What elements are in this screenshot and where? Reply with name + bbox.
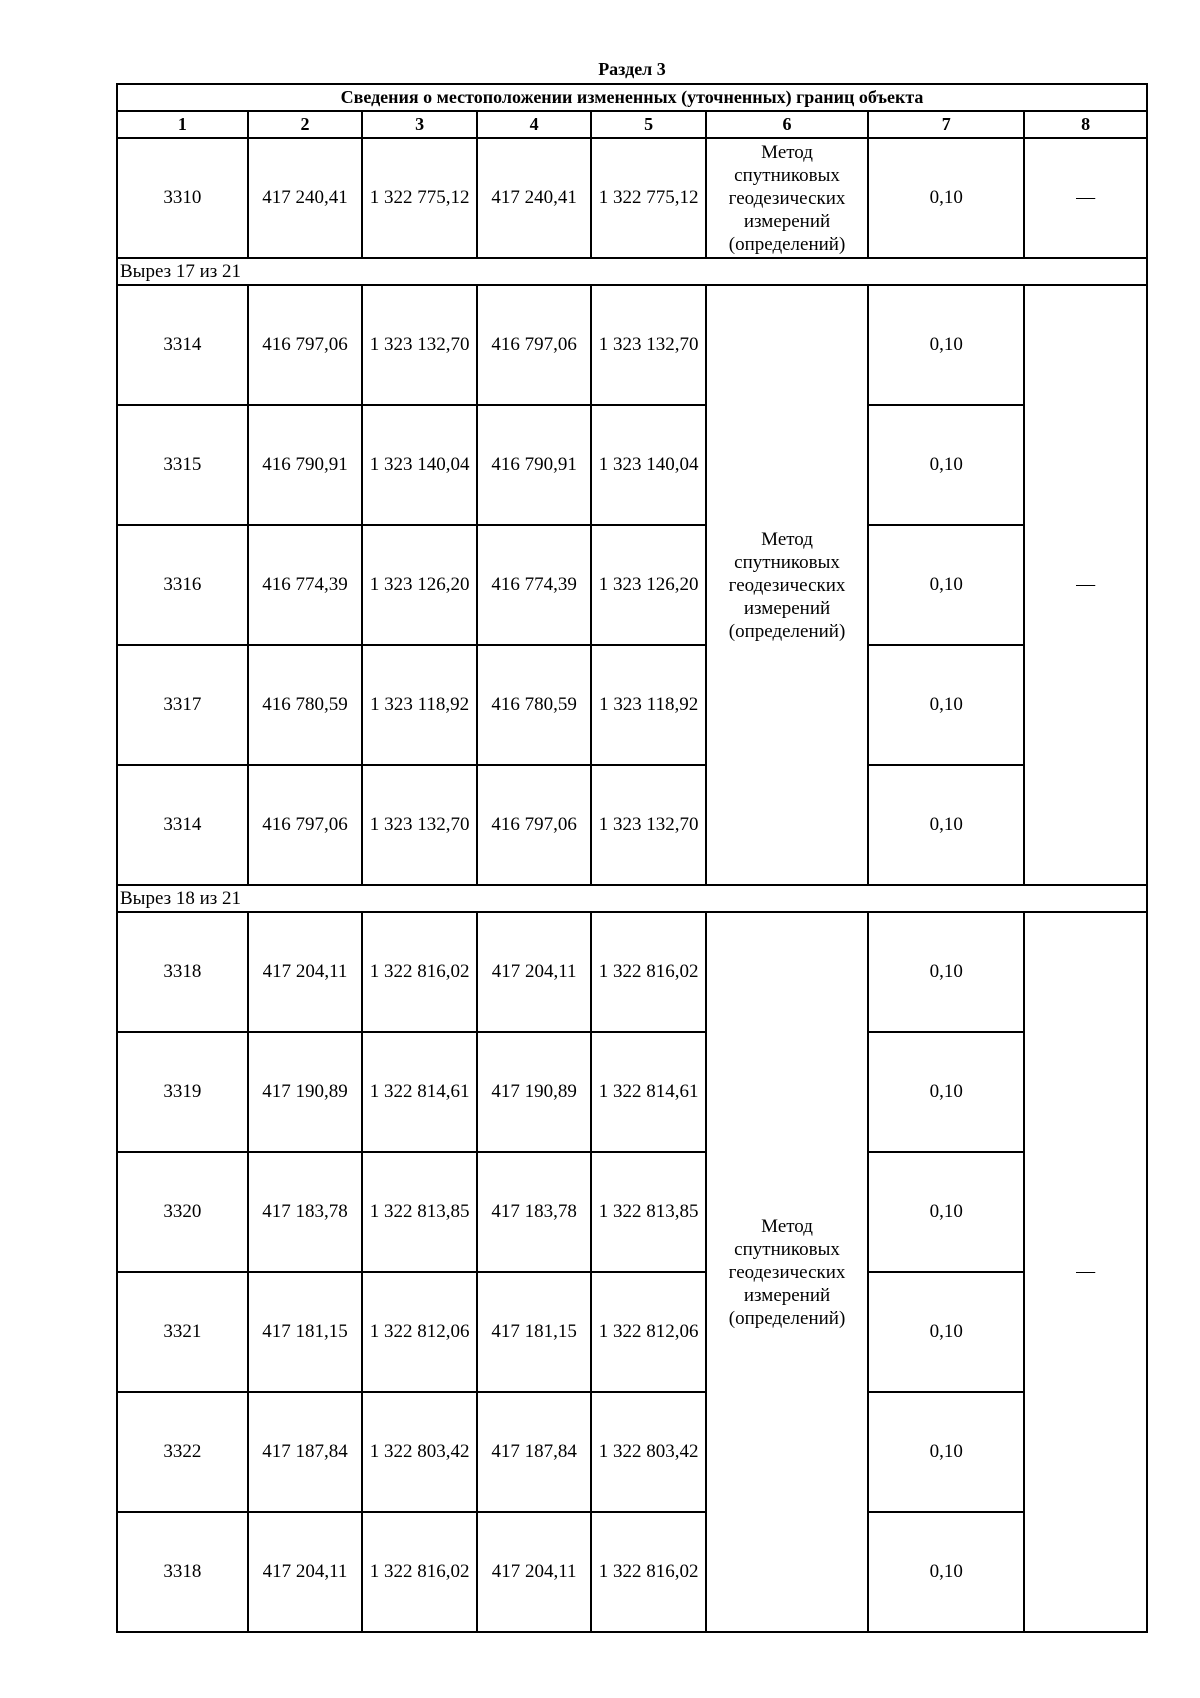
point-number: 3314 — [117, 765, 248, 885]
method-cell — [706, 912, 868, 1632]
accuracy: 0,10 — [868, 765, 1024, 885]
method-line: геодезических — [728, 1261, 846, 1283]
y-existing: 1 323 126,20 — [362, 525, 477, 645]
table-row — [117, 1392, 1147, 1512]
method-cell — [706, 138, 868, 258]
column-header: 6 — [706, 111, 868, 138]
column-header: 3 — [362, 111, 477, 138]
method-cell — [706, 285, 868, 885]
method-line: (определений) — [728, 1307, 846, 1329]
y-new: 1 323 118,92 — [591, 645, 706, 765]
method-line: (определений) — [728, 233, 846, 255]
x-new: 417 183,78 — [477, 1152, 592, 1272]
cut-label: Вырез 18 из 21 — [117, 885, 1147, 912]
point-number: 3318 — [117, 1512, 248, 1632]
point-number: 3317 — [117, 645, 248, 765]
accuracy: 0,10 — [868, 1272, 1024, 1392]
accuracy: 0,10 — [868, 645, 1024, 765]
x-new: 417 204,11 — [477, 912, 592, 1032]
column-header: 2 — [248, 111, 363, 138]
accuracy: 0,10 — [868, 138, 1024, 258]
table-row — [117, 525, 1147, 645]
x-existing: 416 774,39 — [248, 525, 363, 645]
x-existing: 417 190,89 — [248, 1032, 363, 1152]
note-cell: — — [1024, 912, 1147, 1632]
accuracy: 0,10 — [868, 1512, 1024, 1632]
method-line: измерений — [743, 210, 831, 232]
point-number: 3310 — [117, 138, 248, 258]
column-header: 8 — [1024, 111, 1147, 138]
y-existing: 1 322 814,61 — [362, 1032, 477, 1152]
point-number: 3315 — [117, 405, 248, 525]
accuracy: 0,10 — [868, 525, 1024, 645]
cut-label: Вырез 17 из 21 — [117, 258, 1147, 285]
accuracy: 0,10 — [868, 912, 1024, 1032]
y-existing: 1 323 140,04 — [362, 405, 477, 525]
method-line: геодезических — [728, 187, 846, 209]
accuracy: 0,10 — [868, 285, 1024, 405]
y-existing: 1 322 803,42 — [362, 1392, 477, 1512]
y-existing: 1 323 118,92 — [362, 645, 477, 765]
y-new: 1 322 816,02 — [591, 912, 706, 1032]
table-row — [117, 138, 1147, 258]
method-line: спутниковых — [734, 164, 840, 186]
accuracy: 0,10 — [868, 1032, 1024, 1152]
cut-header-row — [117, 885, 1147, 912]
accuracy: 0,10 — [868, 1392, 1024, 1512]
y-new: 1 323 132,70 — [591, 765, 706, 885]
y-existing: 1 322 775,12 — [362, 138, 477, 258]
section-title: Раздел 3 — [598, 59, 666, 79]
y-new: 1 323 126,20 — [591, 525, 706, 645]
y-existing: 1 323 132,70 — [362, 285, 477, 405]
cut-header-row — [117, 258, 1147, 285]
table-row — [117, 765, 1147, 885]
y-existing: 1 322 816,02 — [362, 912, 477, 1032]
x-existing: 417 183,78 — [248, 1152, 363, 1272]
note-cell: — — [1024, 138, 1147, 258]
method-line: Метод — [761, 528, 813, 550]
method-line: спутниковых — [734, 1238, 840, 1260]
y-new: 1 322 816,02 — [591, 1512, 706, 1632]
y-new: 1 322 813,85 — [591, 1152, 706, 1272]
y-new: 1 323 140,04 — [591, 405, 706, 525]
y-existing: 1 322 816,02 — [362, 1512, 477, 1632]
table-caption: Сведения о местоположении измененных (уточненных) границ объекта — [117, 84, 1147, 111]
method-line: Метод — [761, 1215, 813, 1237]
x-new: 416 797,06 — [477, 765, 592, 885]
x-new: 416 790,91 — [477, 405, 592, 525]
y-new: 1 322 812,06 — [591, 1272, 706, 1392]
x-new: 416 780,59 — [477, 645, 592, 765]
x-new: 417 240,41 — [477, 138, 592, 258]
x-existing: 416 797,06 — [248, 285, 363, 405]
point-number: 3321 — [117, 1272, 248, 1392]
y-new: 1 322 814,61 — [591, 1032, 706, 1152]
x-existing: 417 181,15 — [248, 1272, 363, 1392]
method-line: измерений — [743, 1284, 831, 1306]
boundary-coordinates-table — [116, 83, 1148, 1633]
x-existing: 416 790,91 — [248, 405, 363, 525]
x-existing: 417 240,41 — [248, 138, 363, 258]
method-line: (определений) — [728, 620, 846, 642]
method-line: измерений — [743, 597, 831, 619]
column-header: 1 — [117, 111, 248, 138]
x-existing: 417 204,11 — [248, 912, 363, 1032]
x-new: 416 797,06 — [477, 285, 592, 405]
table-row — [117, 405, 1147, 525]
method-line: спутниковых — [734, 551, 840, 573]
x-new: 416 774,39 — [477, 525, 592, 645]
point-number: 3316 — [117, 525, 248, 645]
point-number: 3319 — [117, 1032, 248, 1152]
column-numbers-row — [117, 111, 1147, 138]
y-new: 1 322 803,42 — [591, 1392, 706, 1512]
x-new: 417 204,11 — [477, 1512, 592, 1632]
table-row — [117, 1032, 1147, 1152]
x-existing: 417 187,84 — [248, 1392, 363, 1512]
column-header: 7 — [868, 111, 1024, 138]
note-cell: — — [1024, 285, 1147, 885]
x-existing: 416 780,59 — [248, 645, 363, 765]
method-line: Метод — [761, 141, 813, 163]
table-row — [117, 1152, 1147, 1272]
x-new: 417 181,15 — [477, 1272, 592, 1392]
y-new: 1 322 775,12 — [591, 138, 706, 258]
x-new: 417 187,84 — [477, 1392, 592, 1512]
x-existing: 416 797,06 — [248, 765, 363, 885]
column-header: 4 — [477, 111, 592, 138]
x-existing: 417 204,11 — [248, 1512, 363, 1632]
y-new: 1 323 132,70 — [591, 285, 706, 405]
y-existing: 1 323 132,70 — [362, 765, 477, 885]
y-existing: 1 322 813,85 — [362, 1152, 477, 1272]
method-line: геодезических — [728, 574, 846, 596]
accuracy: 0,10 — [868, 405, 1024, 525]
table-row — [117, 912, 1147, 1032]
table-row — [117, 1272, 1147, 1392]
accuracy: 0,10 — [868, 1152, 1024, 1272]
y-existing: 1 322 812,06 — [362, 1272, 477, 1392]
table-row — [117, 285, 1147, 405]
table-row — [117, 1512, 1147, 1632]
column-header: 5 — [591, 111, 706, 138]
point-number: 3314 — [117, 285, 248, 405]
point-number: 3322 — [117, 1392, 248, 1512]
table-row — [117, 645, 1147, 765]
x-new: 417 190,89 — [477, 1032, 592, 1152]
point-number: 3318 — [117, 912, 248, 1032]
point-number: 3320 — [117, 1152, 248, 1272]
